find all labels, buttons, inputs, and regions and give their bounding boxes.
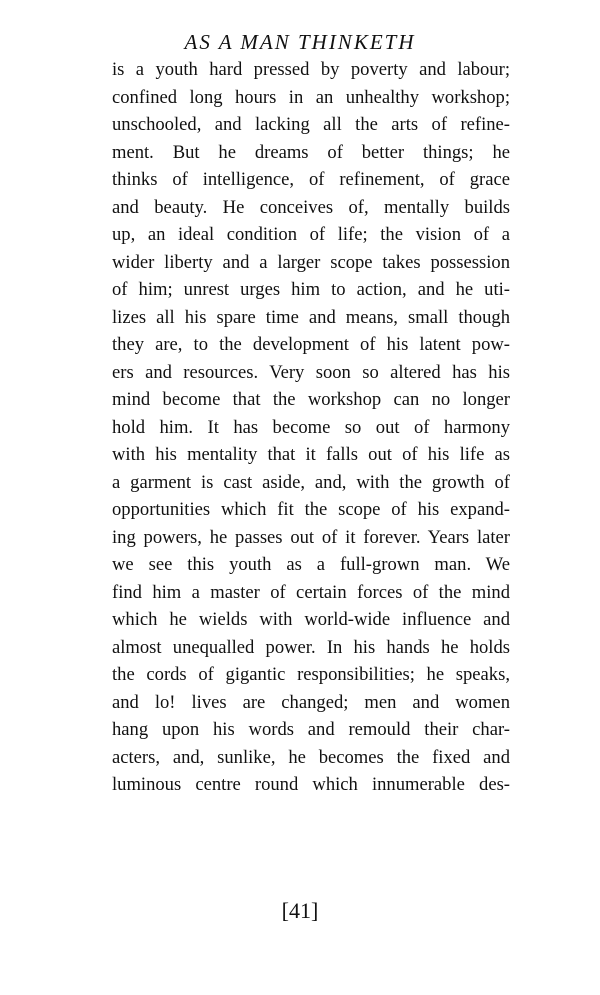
page-body-text <box>112 56 510 799</box>
text-line: hold him. It has become so out of harmony <box>112 416 510 438</box>
text-line: ers and resources. Very soon so altered has his <box>112 361 510 383</box>
text-line: luminous centre round which innumerable des- <box>112 774 510 795</box>
text-line: up, an ideal condition of life; the vision of a <box>112 224 510 245</box>
text-line: a garment is cast aside, and, with the growth of <box>112 471 510 493</box>
text-line: acters, and, sunlike, he becomes the fixed and <box>112 746 510 768</box>
text-line: almost unequalled power. In his hands he holds <box>112 636 510 658</box>
text-line: unschooled, and lacking all the arts of refine- <box>112 114 510 135</box>
text-line: mind become that the workshop can no longer <box>112 389 510 410</box>
text-line: they are, to the development of his latent pow- <box>112 334 510 355</box>
text-line: opportunities which fit the scope of his expand- <box>112 499 510 520</box>
text-line: confined long hours in an unhealthy workshop; <box>112 86 510 108</box>
text-line: the cords of gigantic responsibilities; he speaks, <box>112 664 510 685</box>
text-line: ment. But he dreams of better things; he <box>112 141 510 163</box>
text-line: and beauty. He conceives of, mentally builds <box>112 196 510 218</box>
text-line: of him; unrest urges him to action, and he uti- <box>112 279 510 300</box>
text-line: we see this youth as a full-grown man. We <box>112 554 510 575</box>
text-line: with his mentality that it falls out of his life as <box>112 444 510 465</box>
text-line: hang upon his words and remould their char- <box>112 719 510 740</box>
text-line: which he wields with world-wide influence and <box>112 609 510 630</box>
text-line: find him a master of certain forces of the mind <box>112 581 510 603</box>
text-line: ing powers, he passes out of it forever. Years later <box>112 526 510 548</box>
text-line: wider liberty and a larger scope takes possession <box>112 251 510 273</box>
text-line: and lo! lives are changed; men and women <box>112 691 510 713</box>
text-line: thinks of intelligence, of refinement, of grace <box>112 169 510 190</box>
text-line: lizes all his spare time and means, small though <box>112 306 510 328</box>
page-number: [41] <box>281 898 319 923</box>
text-line: is a youth hard pressed by poverty and labour; <box>112 59 510 80</box>
running-title: AS A MAN THINKETH <box>184 30 416 54</box>
